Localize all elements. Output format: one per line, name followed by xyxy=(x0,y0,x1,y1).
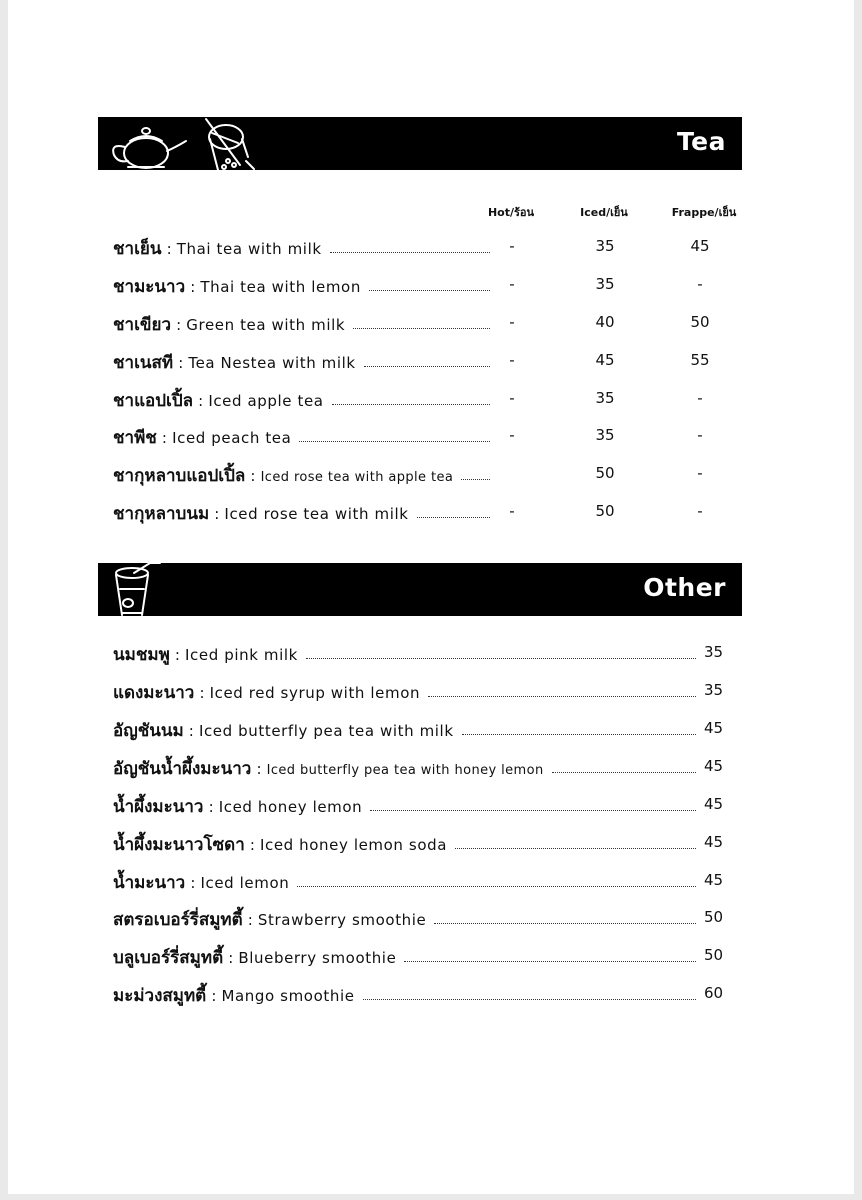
item-english-name: Iced peach tea xyxy=(172,429,292,447)
dot-leader xyxy=(370,810,696,811)
item-price: 35 xyxy=(704,681,724,699)
item-iced-price: 50 xyxy=(595,502,615,520)
item-english-name: Iced rose tea with milk xyxy=(224,505,409,523)
dot-leader xyxy=(332,404,490,405)
dot-leader xyxy=(369,290,490,291)
item-frappe-price: 55 xyxy=(690,351,710,369)
item-separator: : xyxy=(161,429,167,447)
tea-menu-item xyxy=(113,462,453,488)
item-frappe-price: 45 xyxy=(690,237,710,255)
iced-drink-icon xyxy=(98,563,178,616)
dot-leader xyxy=(428,696,696,697)
item-english-name: Iced honey lemon soda xyxy=(259,836,448,854)
item-separator: : xyxy=(166,240,172,258)
item-english-name: Green tea with milk xyxy=(186,316,346,334)
item-separator: : xyxy=(198,392,204,410)
item-thai-name: สตรอเบอร์รี่สมูทตี้ xyxy=(113,910,243,930)
item-separator: : xyxy=(188,722,194,740)
dot-leader xyxy=(461,479,490,480)
item-english-name: Iced butterfly pea tea with honey lemon xyxy=(266,763,544,778)
item-price: 60 xyxy=(704,984,724,1002)
item-separator: : xyxy=(214,505,220,523)
item-hot-price: - xyxy=(509,275,515,293)
dot-leader xyxy=(462,734,696,735)
item-thai-name: น้ำผึ้งมะนาวโซดา xyxy=(113,835,245,855)
other-menu-item xyxy=(113,717,454,743)
item-separator: : xyxy=(178,354,184,372)
item-english-name: Iced honey lemon xyxy=(218,798,363,816)
item-english-name: Mango smoothie xyxy=(221,987,355,1005)
other-menu-item xyxy=(113,831,447,857)
item-hot-price: - xyxy=(509,502,515,520)
other-menu-item xyxy=(113,641,298,667)
item-hot-price: - xyxy=(509,351,515,369)
tea-menu-item xyxy=(113,424,291,450)
dot-leader xyxy=(353,328,490,329)
item-english-name: Thai tea with milk xyxy=(176,240,322,258)
bubble-tea-cup-icon xyxy=(188,117,358,170)
column-header-iced: Iced/เย็น xyxy=(580,206,628,219)
item-frappe-price: - xyxy=(697,502,703,520)
item-price: 45 xyxy=(704,795,724,813)
item-price: 45 xyxy=(704,871,724,889)
item-iced-price: 45 xyxy=(595,351,615,369)
dot-leader xyxy=(330,252,490,253)
item-iced-price: 35 xyxy=(595,426,615,444)
tea-section-banner xyxy=(98,117,742,170)
item-separator: : xyxy=(176,316,182,334)
item-hot-price: - xyxy=(509,237,515,255)
item-frappe-price: - xyxy=(697,426,703,444)
item-separator: : xyxy=(247,911,253,929)
item-separator: : xyxy=(228,949,234,967)
other-section-banner xyxy=(98,563,742,616)
other-section-title: Other xyxy=(643,573,726,602)
item-thai-name: ชากุหลาบนม xyxy=(113,504,210,524)
item-price: 45 xyxy=(704,833,724,851)
other-menu-item xyxy=(113,869,289,895)
item-separator: : xyxy=(208,798,214,816)
item-frappe-price: - xyxy=(697,275,703,293)
item-hot-price: - xyxy=(509,313,515,331)
item-thai-name: บลูเบอร์รี่สมูทตี้ xyxy=(113,948,224,968)
item-thai-name: ชามะนาว xyxy=(113,277,186,297)
dot-leader xyxy=(299,441,490,442)
item-frappe-price: - xyxy=(697,389,703,407)
item-thai-name: น้ำมะนาว xyxy=(113,873,186,893)
other-menu-item xyxy=(113,793,362,819)
dot-leader xyxy=(297,886,696,887)
dot-leader xyxy=(363,999,696,1000)
other-menu-item xyxy=(113,982,355,1008)
item-iced-price: 35 xyxy=(595,389,615,407)
item-english-name: Thai tea with lemon xyxy=(200,278,361,296)
item-price: 35 xyxy=(704,643,724,661)
item-separator: : xyxy=(174,646,180,664)
item-thai-name: ชาเนสที xyxy=(113,353,174,373)
item-price: 45 xyxy=(704,719,724,737)
other-menu-item xyxy=(113,906,426,932)
tea-menu-item xyxy=(113,311,345,337)
item-thai-name: ชาแอปเปิ้ล xyxy=(113,391,194,411)
item-thai-name: อัญชันนม xyxy=(113,721,184,741)
other-menu-item xyxy=(113,679,420,705)
item-separator: : xyxy=(256,760,262,778)
item-thai-name: ชาพีช xyxy=(113,428,157,448)
tea-menu-item xyxy=(113,235,322,261)
item-separator: : xyxy=(190,874,196,892)
item-hot-price: - xyxy=(509,426,515,444)
dot-leader xyxy=(552,772,696,773)
item-price: 50 xyxy=(704,908,724,926)
item-thai-name: แดงมะนาว xyxy=(113,683,195,703)
item-english-name: Iced pink milk xyxy=(185,646,298,664)
item-english-name: Blueberry smoothie xyxy=(238,949,397,967)
item-english-name: Iced rose tea with apple tea xyxy=(260,470,454,485)
item-separator: : xyxy=(190,278,196,296)
dot-leader xyxy=(417,517,490,518)
item-thai-name: น้ำผึ้งมะนาว xyxy=(113,797,204,817)
item-thai-name: มะม่วงสมูทตี้ xyxy=(113,986,207,1006)
item-iced-price: 35 xyxy=(595,275,615,293)
dot-leader xyxy=(455,848,696,849)
item-hot-price: - xyxy=(509,389,515,407)
item-english-name: Iced red syrup with lemon xyxy=(209,684,421,702)
column-header-frappe: Frappe/เย็น xyxy=(671,206,737,219)
item-separator: : xyxy=(249,836,255,854)
item-frappe-price: - xyxy=(697,464,703,482)
item-english-name: Iced lemon xyxy=(200,874,290,892)
dot-leader xyxy=(306,658,696,659)
item-iced-price: 50 xyxy=(595,464,615,482)
other-menu-item xyxy=(113,944,396,970)
item-english-name: Iced apple tea xyxy=(208,392,324,410)
item-separator: : xyxy=(250,467,256,485)
item-english-name: Strawberry smoothie xyxy=(257,911,427,929)
tea-menu-item xyxy=(113,387,324,413)
dot-leader xyxy=(404,961,696,962)
item-iced-price: 40 xyxy=(595,313,615,331)
item-english-name: Iced butterfly pea tea with milk xyxy=(198,722,454,740)
item-separator: : xyxy=(199,684,205,702)
tea-section-title: Tea xyxy=(676,127,726,156)
item-price: 45 xyxy=(704,757,724,775)
item-iced-price: 35 xyxy=(595,237,615,255)
item-separator: : xyxy=(211,987,217,1005)
other-menu-item xyxy=(113,755,544,781)
item-thai-name: ชาเขียว xyxy=(113,315,172,335)
item-thai-name: ชากุหลาบแอปเปิ้ล xyxy=(113,466,246,486)
dot-leader xyxy=(434,923,696,924)
tea-menu-item xyxy=(113,349,356,375)
tea-menu-item xyxy=(113,500,409,526)
item-thai-name: นมชมพู xyxy=(113,645,170,665)
dot-leader xyxy=(364,366,490,367)
item-thai-name: ชาเย็น xyxy=(113,239,162,259)
item-thai-name: อัญชันน้ำผึ้งมะนาว xyxy=(113,759,252,779)
item-english-name: Tea Nestea with milk xyxy=(188,354,356,372)
column-header-hot: Hot/ร้อน xyxy=(487,206,535,219)
item-frappe-price: 50 xyxy=(690,313,710,331)
tea-menu-item xyxy=(113,273,361,299)
item-price: 50 xyxy=(704,946,724,964)
